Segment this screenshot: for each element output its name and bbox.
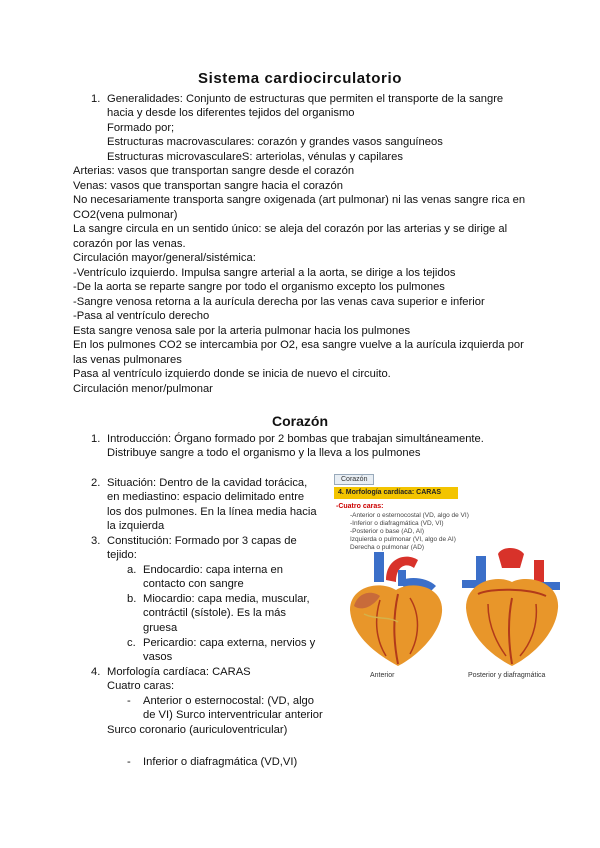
paragraph-line: CO2(vena pulmonar) (73, 209, 178, 221)
text-line: hacia y desde los diferentes tejidos del organismo (107, 107, 355, 119)
list-dash: - (127, 695, 131, 707)
text-line: vasos (143, 651, 173, 663)
figure-caption-posterior: Posterior y diafragmática (468, 672, 546, 679)
paragraph-line: No necesariamente transporta sangre oxigenada (art pulmonar) ni las venas sangre rica en (73, 194, 526, 206)
list-letter: c. (127, 637, 136, 649)
paragraph-line: las venas pulmonares (73, 354, 182, 366)
text-line: Introducción: Órgano formado por 2 bombas que trabajan simultáneamente. (107, 433, 484, 445)
list-number: 3. (91, 535, 101, 547)
text-line: los dos pulmones. En la línea media hacia (107, 506, 317, 518)
text-line: Situación: Dentro de la cavidad torácica, (107, 477, 308, 489)
text-line: gruesa (143, 622, 178, 634)
text-line: Cuatro caras: (107, 680, 175, 692)
paragraph-line: -De la aorta se reparte sangre por todo el organismo excepto los pulmones (73, 281, 445, 293)
list-letter: a. (127, 564, 137, 576)
heart-posterior-illustration (458, 546, 564, 668)
text-line: Endocardio: capa interna en (143, 564, 283, 576)
text-line: contacto con sangre (143, 578, 244, 590)
text-line: Constitución: Formado por 3 capas de (107, 535, 297, 547)
figure-list-item: Derecha o pulmonar (AD) (350, 544, 425, 551)
text-line: Anterior o esternocostal: (VD, algo (143, 695, 315, 707)
page-title: Sistema cardiocirculatorio (197, 70, 402, 87)
text-line: Miocardio: capa media, muscular, (143, 593, 310, 605)
figure-subheading: -Cuatro caras: (336, 503, 384, 510)
paragraph-line: corazón por las venas. (73, 238, 186, 250)
list-dash: - (127, 756, 131, 768)
heart-figure (330, 472, 566, 684)
paragraph-line: En los pulmones CO2 se intercambia por O2, esa sangre vuelve a la aurícula izquierda por (73, 339, 524, 351)
figure-caption-anterior: Anterior (370, 672, 395, 679)
paragraph-line: -Pasa al ventrículo derecho (73, 310, 210, 322)
list-letter: b. (127, 593, 137, 605)
figure-list-item: Izquierda o pulmonar (VI, algo de AI) (350, 536, 456, 543)
paragraph-line: Circulación menor/pulmonar (73, 383, 213, 395)
text-line: Surco coronario (auriculoventricular) (107, 724, 288, 736)
text-line: Estructuras macrovasculares: corazón y grandes vasos sanguíneos (107, 136, 443, 148)
text-line: Formado por; (107, 122, 175, 134)
paragraph-line: Pasa al ventrículo izquierdo donde se inicia de nuevo el circuito. (73, 368, 391, 380)
text-line: contráctil (sístole). Es la más (143, 607, 286, 619)
paragraph-line: -Sangre venosa retorna a la aurícula derecha por las venas cava superior e inferior (73, 296, 485, 308)
paragraph-line: Venas: vasos que transportan sangre hacia el corazón (73, 180, 343, 192)
text-line: tejido: (107, 549, 137, 561)
section-title-corazon: Corazón (272, 413, 328, 429)
text-line: Distribuye sangre a todo el organismo y la lleva a los pulmones (107, 447, 421, 459)
figure-heading-bar: 4. Morfología cardíaca: CARAS (334, 487, 458, 499)
figure-list-item: -Inferior o diafragmática (VD, VI) (350, 520, 444, 527)
figure-tag: Corazón (334, 474, 374, 485)
list-number: 4. (91, 666, 101, 678)
text-line: Pericardio: capa externa, nervios y (143, 637, 316, 649)
text-line: de VI) Surco interventricular anterior (143, 709, 323, 721)
paragraph-line: Circulación mayor/general/sistémica: (73, 252, 256, 264)
list-number: 2. (91, 477, 101, 489)
paragraph-line: Arterias: vasos que transportan sangre desde el corazón (73, 165, 355, 177)
text-line: en mediastino: espacio delimitado entre (107, 491, 305, 503)
paragraph-line: La sangre circula en un sentido único: se aleja del corazón por las arterias y se dirige al (73, 223, 508, 235)
heart-anterior-illustration (340, 550, 452, 668)
list-number: 1. (91, 433, 101, 445)
text-line: la izquierda (107, 520, 165, 532)
text-line: Estructuras microvasculareS: arteriolas, vénulas y capilares (107, 151, 403, 163)
text-line: Generalidades: Conjunto de estructuras que permiten el transporte de la sangre (107, 93, 504, 105)
paragraph-line: Esta sangre venosa sale por la arteria pulmonar hacia los pulmones (73, 325, 411, 337)
figure-list-item: -Posterior o base (AD, AI) (350, 528, 425, 535)
list-number: 1. (91, 93, 101, 105)
text-line: Morfología cardíaca: CARAS (107, 666, 251, 678)
paragraph-line: -Ventrículo izquierdo. Impulsa sangre arterial a la aorta, se dirige a los tejidos (73, 267, 456, 279)
figure-list-item: -Anterior o esternocostal (VD, algo de VI) (350, 512, 469, 519)
text-line: Inferior o diafragmática (VD,VI) (143, 756, 298, 768)
